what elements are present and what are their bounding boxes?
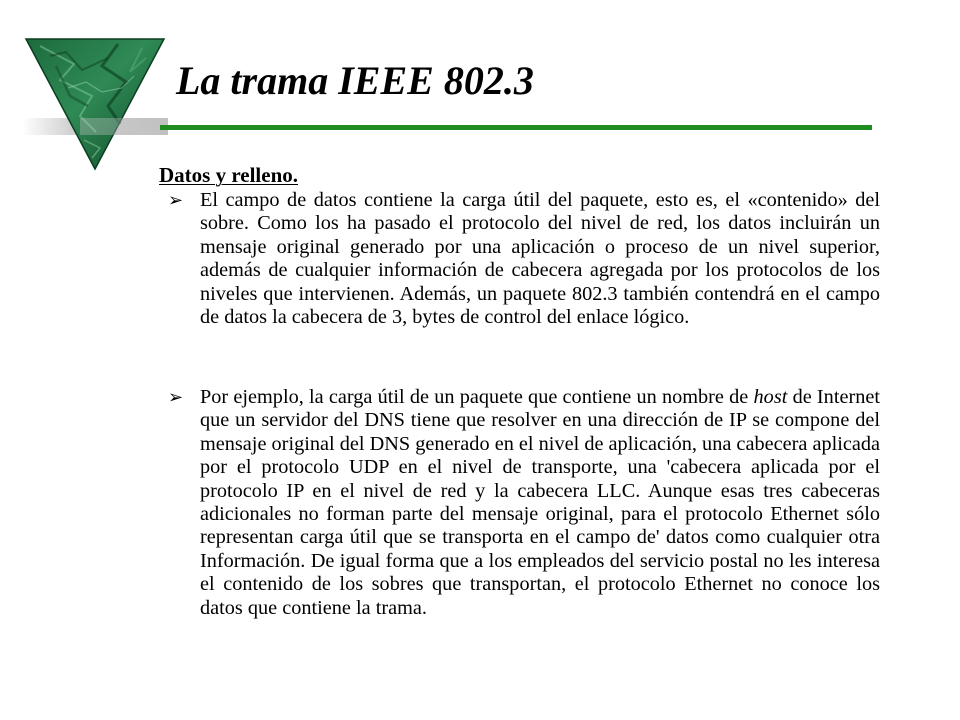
section-heading: Datos y relleno. (159, 163, 299, 187)
emphasized-term: host (753, 386, 788, 408)
arrow-bullet-icon: ➢ (168, 387, 184, 408)
bullet-item (168, 386, 880, 620)
green-marble-triangle-icon (22, 36, 168, 172)
bullet-text-start: Por ejemplo, la carga útil de un paquete que contiene un nombre de (200, 386, 754, 408)
slide-title: La trama IEEE 802.3 (176, 58, 534, 103)
bullet-text-rest: de Internet que un servidor del DNS tiene que resolver en una dirección de IP se compone del mensaje original del DNS generado en el nivel de aplicación, una cabecera aplicada por el protocolo UDP en el nivel de transporte, una 'cabecera aplicada por el protocolo IP en el nivel de red y la cabecera LLC. Aunque esas tres cabeceras adicionales no forman parte del mensaje original, para el protocolo Ethernet sólo representan carga útil que se transporta en el campo de' datos como cualquier otra Información. De igual forma que a los empleados del servicio postal no les interesa el contenido de los sobres que transportan, el protocolo Ethernet no conoce los datos que contiene la trama. (200, 386, 880, 619)
bullet-item (168, 189, 880, 329)
arrow-bullet-icon: ➢ (168, 190, 184, 211)
bullet-text: El campo de datos contiene la carga útil del paquete, esto es, el «contenido» del sobre. Como los ha pasado el protocolo del nivel de red, los datos incluirán un mensaje original generado por una aplicación o proceso de un nivel superior, además de cualquier información de cabecera agregada por los protocolos de los niveles que intervienen. Además, un paquete 802.3 también contendrá en el campo de datos la cabecera de 3, bytes de control del enlace lógico. (200, 189, 880, 329)
title-underline-rule (160, 125, 872, 130)
bullet-text (200, 386, 880, 620)
